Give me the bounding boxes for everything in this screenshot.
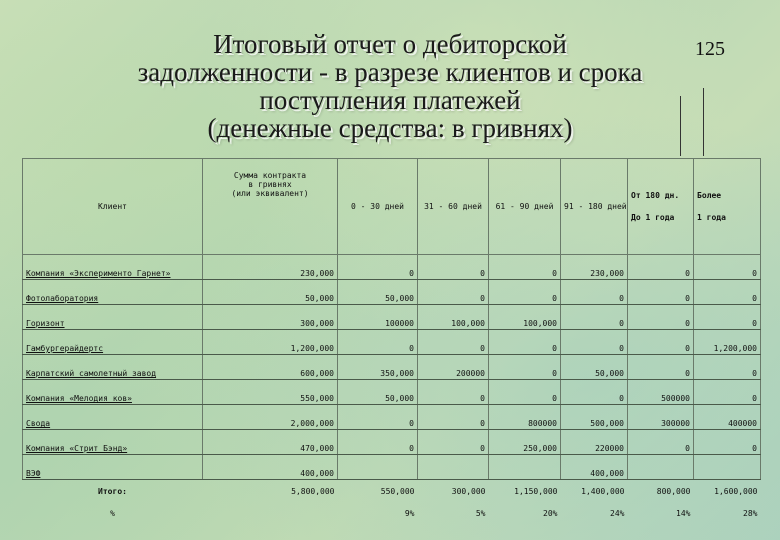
cell-61-90: 0 [489, 330, 561, 355]
totals-61-90: 1,150,000 [514, 486, 558, 496]
receivables-table [22, 158, 761, 524]
cell-31-60: 0 [418, 330, 489, 355]
header-sum-line-3: (или эквивалент) [231, 189, 309, 198]
cell-91-180: 0 [561, 280, 628, 305]
totals-0-30: 550,000 [380, 486, 415, 496]
percent-sum [203, 502, 338, 524]
percent-31-60: 5% [475, 508, 486, 518]
client-name: Фотолаборатория [23, 280, 203, 305]
percent-label: % [110, 508, 115, 518]
cell-91-180: 0 [561, 305, 628, 330]
client-name: Компания «Мелодия ков» [23, 380, 203, 405]
header-0-30: 0 - 30 дней [338, 159, 418, 255]
header-over-line-2: 1 года [697, 212, 726, 222]
cell-91-180: 0 [561, 380, 628, 405]
cell-over-1y: 0 [694, 355, 761, 380]
cell-91-180: 400,000 [561, 455, 628, 480]
cell-180-1y: 0 [628, 280, 694, 305]
title-line-4: (денежные средства: в гривнях) [207, 113, 573, 143]
header-over-1y [694, 159, 761, 255]
header-180-line-1: От 180 дн. [631, 190, 680, 200]
contract-sum: 300,000 [203, 305, 338, 330]
percent-61-90: 20% [543, 508, 558, 518]
cell-over-1y: 0 [694, 255, 761, 280]
client-name: ВЭФ [23, 455, 203, 480]
client-name: Компания «Эксперименто Гарнет» [23, 255, 203, 280]
cell-180-1y: 300000 [628, 405, 694, 430]
client-name: Свода [23, 405, 203, 430]
cell-0-30: 0 [338, 330, 418, 355]
cell-0-30 [338, 455, 418, 480]
table-row [23, 255, 761, 280]
totals-row [23, 480, 761, 503]
table-row [23, 355, 761, 380]
cell-180-1y: 0 [628, 330, 694, 355]
cell-0-30: 0 [338, 255, 418, 280]
cell-31-60: 100,000 [418, 305, 489, 330]
header-91-180: 91 - 180 дней [561, 159, 628, 255]
header-sum-line-2: в гривнях [248, 180, 292, 189]
title-line-3: поступления платежей [259, 85, 521, 115]
cell-61-90 [489, 455, 561, 480]
header-180-1y [628, 159, 694, 255]
totals-over-1y: 1,600,000 [714, 486, 758, 496]
cell-over-1y: 0 [694, 380, 761, 405]
cell-over-1y: 400000 [694, 405, 761, 430]
totals-31-60: 300,000 [451, 486, 486, 496]
report-title [60, 30, 720, 142]
header-sum [203, 159, 338, 255]
table-row [23, 330, 761, 355]
cell-91-180: 500,000 [561, 405, 628, 430]
cell-91-180: 220000 [561, 430, 628, 455]
cell-0-30: 100000 [338, 305, 418, 330]
contract-sum: 50,000 [203, 280, 338, 305]
cell-61-90: 0 [489, 255, 561, 280]
percent-91-180: 24% [610, 508, 625, 518]
cell-91-180: 0 [561, 330, 628, 355]
table-row [23, 380, 761, 405]
cell-61-90: 250,000 [489, 430, 561, 455]
cell-over-1y: 0 [694, 305, 761, 330]
client-name: Карпатский самолетный завод [23, 355, 203, 380]
cell-0-30: 0 [338, 430, 418, 455]
cell-61-90: 100,000 [489, 305, 561, 330]
client-name: Гамбургерайдертс [23, 330, 203, 355]
cell-180-1y: 0 [628, 305, 694, 330]
cell-31-60: 0 [418, 380, 489, 405]
header-sum-line-1: Сумма контракта [233, 171, 307, 180]
contract-sum: 2,000,000 [203, 405, 338, 430]
cell-over-1y [694, 455, 761, 480]
client-name: Компания «Стрит Бэнд» [23, 430, 203, 455]
cell-31-60: 200000 [418, 355, 489, 380]
cell-91-180: 230,000 [561, 255, 628, 280]
cell-0-30: 50,000 [338, 280, 418, 305]
totals-180-1y: 800,000 [656, 486, 691, 496]
title-line-2: задолженности - в разрезе клиентов и срока [137, 57, 643, 87]
cell-31-60 [418, 455, 489, 480]
decor-line-1 [703, 88, 704, 156]
page-number: 125 [695, 38, 725, 60]
contract-sum: 230,000 [203, 255, 338, 280]
table-row [23, 405, 761, 430]
decor-line-2 [680, 96, 681, 156]
header-row [23, 159, 761, 255]
cell-180-1y: 0 [628, 255, 694, 280]
table-row [23, 305, 761, 330]
cell-61-90: 800000 [489, 405, 561, 430]
contract-sum: 550,000 [203, 380, 338, 405]
cell-over-1y: 0 [694, 280, 761, 305]
cell-91-180: 50,000 [561, 355, 628, 380]
percent-180-1y: 14% [676, 508, 691, 518]
cell-over-1y: 0 [694, 430, 761, 455]
contract-sum: 1,200,000 [203, 330, 338, 355]
percent-0-30: 9% [404, 508, 415, 518]
header-180-line-2: До 1 года [631, 212, 675, 222]
table-row [23, 455, 761, 480]
percent-row [23, 502, 761, 524]
percent-over-1y: 28% [743, 508, 758, 518]
header-31-60: 31 - 60 дней [418, 159, 489, 255]
cell-61-90: 0 [489, 355, 561, 380]
cell-180-1y [628, 455, 694, 480]
cell-61-90: 0 [489, 380, 561, 405]
totals-label: Итого: [98, 486, 127, 496]
cell-31-60: 0 [418, 255, 489, 280]
cell-31-60: 0 [418, 405, 489, 430]
header-over-line-1: Более [697, 190, 722, 200]
cell-31-60: 0 [418, 280, 489, 305]
contract-sum: 470,000 [203, 430, 338, 455]
cell-0-30: 350,000 [338, 355, 418, 380]
client-name: Горизонт [23, 305, 203, 330]
cell-over-1y: 1,200,000 [694, 330, 761, 355]
table-row [23, 280, 761, 305]
header-client: Клиент [23, 159, 203, 255]
totals-91-180: 1,400,000 [581, 486, 625, 496]
table-row [23, 430, 761, 455]
cell-180-1y: 500000 [628, 380, 694, 405]
totals-sum: 5,800,000 [291, 486, 335, 496]
cell-180-1y: 0 [628, 430, 694, 455]
title-line-1: Итоговый отчет о дебиторской [213, 29, 567, 59]
contract-sum: 400,000 [203, 455, 338, 480]
cell-0-30: 0 [338, 405, 418, 430]
cell-180-1y: 0 [628, 355, 694, 380]
header-61-90: 61 - 90 дней [489, 159, 561, 255]
contract-sum: 600,000 [203, 355, 338, 380]
cell-61-90: 0 [489, 280, 561, 305]
cell-0-30: 50,000 [338, 380, 418, 405]
cell-31-60: 0 [418, 430, 489, 455]
